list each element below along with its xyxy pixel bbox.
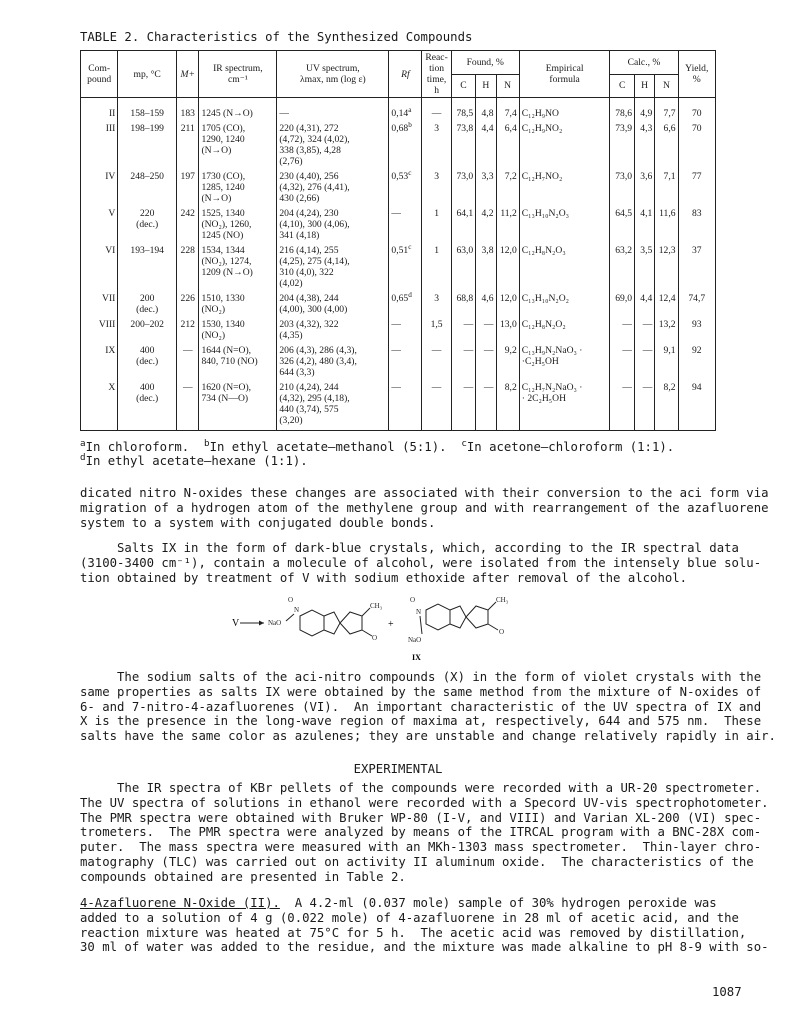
header-uv: UV spectrum, λmax, nm (log ε) (277, 51, 389, 98)
paragraph-3: The sodium salts of the aci-nitro compounds (X) in the form of violet crystals with the same properties as salts IX were obtained by the same method from the mixture of N-oxides of 6- and 7-nitro-4-azafluorenes (VI). An important characteristic of the UV spectra of IX and X is the presence in the long-wave region of maxima at, respectively, 644 and 575 nm. These salts have the same color as azulenes; they are unstable and change relatively rapidly in air. (80, 670, 776, 744)
cell-rf: 0,65$^d$ (389, 291, 422, 317)
header-calc-c: C (610, 74, 635, 98)
cell-found-h: 4,4 (476, 121, 496, 169)
cell-calc-n: 12,3 (655, 243, 678, 291)
table-body (81, 98, 716, 431)
header-calc: Calc., % (610, 51, 678, 75)
cell-compound: IV (81, 169, 118, 206)
cell-calc-c: 73,0 (610, 169, 635, 206)
cell-compound: V (81, 206, 118, 243)
cell-mp: 200 (dec.) (118, 291, 177, 317)
cell-compound: VII (81, 291, 118, 317)
paragraph-4: The IR spectra of KBr pellets of the compounds were recorded with a UR-20 spectrometer. The UV spectra of solutions in ethanol were recorded with a Specord UV-vis spectrophotometer. The PMR spectra were obtained with Bruker WP-80 (I-V, and VIII) and Varian XL-200 (VI) spec- trometers. The PMR spectra were analyzed by means of the ITRCAL program with a BNC-28X com- puter. The mass spectra were measured with an MKh-1303 mass spectrometer. Thin-layer chro- matography (TLC) was carried out on activity II aluminum oxide. The characteristics of the compounds obtained are presented in Table 2. (80, 781, 769, 884)
cell-ir: 1534, 1344 (NO₂), 1274, 1209 (N→O) (199, 243, 277, 291)
paragraph-5-body: A 4.2-ml (0.037 mole) sample of 30% hydrogen peroxide was added to a solution of 4 g (0.022 mole) of 4-azafluorene in 28 ml of acetic acid, and the reaction mixture was heated at 75°C for 5 h. The acetic acid was removed by distillation, 30 ml of water was added to the residue, and the mixture was made alkaline to pH 8-9 with so- (80, 896, 769, 955)
cell-calc-n: 7,7 (655, 98, 678, 122)
cell-found-n: 11,2 (496, 206, 519, 243)
cell-found-c: 63,0 (451, 243, 476, 291)
na-right: NaO (408, 636, 422, 644)
o-left: O (372, 634, 378, 642)
table-row (81, 243, 716, 291)
cell-calc-n: 13,2 (655, 317, 678, 343)
cell-calc-c: 78,6 (610, 98, 635, 122)
cell-mplus: 183 (177, 98, 199, 122)
header-yield: Yield, % (678, 51, 715, 98)
cell-found-n: 12,0 (496, 243, 519, 291)
cell-mplus: 211 (177, 121, 199, 169)
cell-ir: 1530, 1340 (NO₂) (199, 317, 277, 343)
cell-rf: 0,68$^b$ (389, 121, 422, 169)
cell-rf: — (389, 380, 422, 431)
cell-yield: 74,7 (678, 291, 715, 317)
cell-rf: — (389, 206, 422, 243)
cell-yield: 92 (678, 343, 715, 380)
cell-uv: 210 (4,24), 244 (4,32), 295 (4,18), 440 (3,74), 575 (3,20) (277, 380, 389, 431)
cell-mp: 220 (dec.) (118, 206, 177, 243)
cell-calc-c: — (610, 380, 635, 431)
header-mplus: M+ (177, 51, 199, 98)
cell-reaction-time: — (422, 98, 451, 122)
cell-mp: 200–202 (118, 317, 177, 343)
cell-uv: 216 (4,14), 255 (4,25), 275 (4,14), 310 (4,0), 322 (4,02) (277, 243, 389, 291)
paragraph-5 (80, 896, 769, 955)
table-row (81, 343, 716, 380)
cell-rf: — (389, 317, 422, 343)
cell-formula: C₁₃H₉N₂NaO₃ · ·C₂H₅OH (519, 343, 610, 380)
header-found: Found, % (451, 51, 519, 75)
cell-calc-n: 7,1 (655, 169, 678, 206)
cell-yield: 37 (678, 243, 715, 291)
cell-mp: 193–194 (118, 243, 177, 291)
paragraph-1: dicated nitro N-oxides these changes are associated with their conversion to the aci form via migration of a hydrogen atom of the methylene group and with rearrangement of the azafluorene system to a system with conjugated double bonds. (80, 486, 769, 530)
cell-uv: 203 (4,32), 322 (4,35) (277, 317, 389, 343)
cell-yield: 77 (678, 169, 715, 206)
footnote-line-2: $^d$In ethyl acetate—hexane (1:1). (80, 451, 308, 468)
cell-yield: 70 (678, 121, 715, 169)
rf-footnote-mark: d (408, 290, 412, 299)
rf-footnote-mark: c (408, 168, 412, 177)
cell-found-n: 8,2 (496, 380, 519, 431)
cell-ir: 1620 (N=O), 734 (N—O) (199, 380, 277, 431)
cell-found-c: 64,1 (451, 206, 476, 243)
cell-mplus: 242 (177, 206, 199, 243)
cell-compound: VI (81, 243, 118, 291)
table-row (81, 380, 716, 431)
cell-compound: VIII (81, 317, 118, 343)
cell-formula: C₁₂H₉NO (519, 98, 610, 122)
cell-calc-c: 64,5 (610, 206, 635, 243)
cell-reaction-time: 1,5 (422, 317, 451, 343)
cell-calc-c: 69,0 (610, 291, 635, 317)
header-found-n: N (496, 74, 519, 98)
cell-rf: 0,14$^a$ (389, 98, 422, 122)
header-rf: Rf (389, 51, 422, 98)
cell-uv: 220 (4,31), 272 (4,72), 324 (4,02), 338 (3,85), 4,28 (2,76) (277, 121, 389, 169)
rf-footnote-mark: b (408, 120, 412, 129)
cell-found-c: — (451, 343, 476, 380)
cell-ir: 1245 (N→O) (199, 98, 277, 122)
cell-found-n: 9,2 (496, 343, 519, 380)
cell-ir: 1705 (CO), 1290, 1240 (N→O) (199, 121, 277, 169)
cell-calc-h: — (635, 380, 655, 431)
cell-found-h: 3,3 (476, 169, 496, 206)
cell-found-n: 6,4 (496, 121, 519, 169)
cell-reaction-time: 1 (422, 243, 451, 291)
cell-yield: 70 (678, 98, 715, 122)
o-minus-right: O (410, 596, 416, 604)
section-heading: EXPERIMENTAL (353, 762, 443, 776)
header-found-c: C (451, 74, 476, 98)
cell-found-n: 12,0 (496, 291, 519, 317)
cell-calc-c: — (610, 317, 635, 343)
cell-found-h: 4,6 (476, 291, 496, 317)
table-row (81, 291, 716, 317)
cell-found-c: 68,8 (451, 291, 476, 317)
cell-reaction-time: 1 (422, 206, 451, 243)
cell-mp: 158–159 (118, 98, 177, 122)
reactant-label: V (232, 618, 240, 629)
cell-mplus: 226 (177, 291, 199, 317)
cell-reaction-time: — (422, 380, 451, 431)
cell-compound: IX (81, 343, 118, 380)
cell-mplus: 228 (177, 243, 199, 291)
cell-calc-n: 6,6 (655, 121, 678, 169)
cell-rf: 0,53$^c$ (389, 169, 422, 206)
cell-calc-n: 12,4 (655, 291, 678, 317)
ch3-right: CH₃ (496, 596, 509, 604)
table-footnotes (80, 437, 675, 468)
paragraph-5-title: 4-Azafluorene N-Oxide (II). (80, 896, 280, 910)
cell-ir: 1510, 1330 (NO₂) (199, 291, 277, 317)
cell-yield: 83 (678, 206, 715, 243)
cell-found-c: 73,0 (451, 169, 476, 206)
cell-yield: 93 (678, 317, 715, 343)
rf-footnote-mark: c (408, 242, 412, 251)
header-found-h: H (476, 74, 496, 98)
rf-footnote-mark: a (408, 105, 412, 114)
cell-found-h: — (476, 343, 496, 380)
cell-calc-h: 3,6 (635, 169, 655, 206)
structure-left (268, 596, 383, 642)
cell-found-c: — (451, 380, 476, 431)
cell-calc-h: 4,1 (635, 206, 655, 243)
cell-formula: C₁₂H₈N₂O₂ (519, 317, 610, 343)
cell-calc-h: — (635, 317, 655, 343)
cell-calc-n: 8,2 (655, 380, 678, 431)
cell-formula: C₁₃H₁₀N₂O₂ (519, 291, 610, 317)
cell-formula: C₁₂H₈N₂O₃ (519, 243, 610, 291)
table-row (81, 169, 716, 206)
cell-found-n: 7,4 (496, 98, 519, 122)
cell-formula: C₁₂H₇NO₂ (519, 169, 610, 206)
paragraph-2: Salts IX in the form of dark-blue crystals, which, according to the IR spectral data (3100-3400 cm⁻¹), contain a molecule of alcohol, were isolated from the intensely blue solu- tion obtained by treatment of V with sodium ethoxide after removal of the alcohol. (80, 541, 762, 585)
cell-reaction-time: — (422, 343, 451, 380)
n-plus-left: N (294, 606, 300, 614)
footnote-line-1: $^a$In chloroform. $^b$In ethyl acetate—methanol (5:1). $^c$In acetone—chloroform (1:1). (80, 437, 675, 454)
cell-yield: 94 (678, 380, 715, 431)
cell-calc-n: 9,1 (655, 343, 678, 380)
compound-label-ix: IX (412, 653, 421, 662)
cell-ir: 1644 (N=O), 840, 710 (NO) (199, 343, 277, 380)
cell-uv: 204 (4,38), 244 (4,00), 300 (4,00) (277, 291, 389, 317)
page-number: 1087 (712, 985, 742, 999)
n-plus-right: N (416, 608, 422, 616)
header-ir: IR spectrum, cm⁻¹ (199, 51, 277, 98)
cell-calc-h: 4,4 (635, 291, 655, 317)
cell-uv: 206 (4,3), 286 (4,3), 326 (4,2), 480 (3,4), 644 (3,3) (277, 343, 389, 380)
cell-mp: 400 (dec.) (118, 343, 177, 380)
cell-mplus: 212 (177, 317, 199, 343)
cell-calc-h: — (635, 343, 655, 380)
table-row (81, 317, 716, 343)
cell-reaction-time: 3 (422, 169, 451, 206)
cell-formula: C₁₂H₉NO₂ (519, 121, 610, 169)
structure-right (408, 596, 509, 644)
cell-formula: C₁₂H₇N₂NaO₃ · · 2C₂H₅OH (519, 380, 610, 431)
header-compound: Com- pound (81, 51, 118, 98)
cell-found-c: — (451, 317, 476, 343)
cell-uv: — (277, 98, 389, 122)
cell-compound: III (81, 121, 118, 169)
header-calc-n: N (655, 74, 678, 98)
o-right: O (499, 628, 505, 636)
cell-calc-h: 4,9 (635, 98, 655, 122)
cell-ir: 1730 (CO), 1285, 1240 (N→O) (199, 169, 277, 206)
table-row (81, 121, 716, 169)
cell-found-c: 73,8 (451, 121, 476, 169)
cell-rf: 0,51$^c$ (389, 243, 422, 291)
cell-mplus: — (177, 380, 199, 431)
cell-calc-n: 11,6 (655, 206, 678, 243)
ch3-left: CH₃ (370, 602, 383, 610)
cell-found-h: — (476, 380, 496, 431)
cell-calc-c: — (610, 343, 635, 380)
cell-compound: X (81, 380, 118, 431)
cell-found-h: — (476, 317, 496, 343)
table-row (81, 98, 716, 122)
reaction-scheme (220, 590, 540, 665)
cell-mplus: 197 (177, 169, 199, 206)
cell-mp: 400 (dec.) (118, 380, 177, 431)
cell-mp: 198–199 (118, 121, 177, 169)
cell-found-c: 78,5 (451, 98, 476, 122)
compounds-table (80, 50, 716, 431)
table-row (81, 206, 716, 243)
cell-calc-c: 63,2 (610, 243, 635, 291)
characteristics-table (80, 50, 716, 431)
cell-mp: 248–250 (118, 169, 177, 206)
header-formula: Empirical formula (519, 51, 610, 98)
o-minus-left: O (288, 596, 294, 604)
cell-compound: II (81, 98, 118, 122)
cell-calc-h: 3,5 (635, 243, 655, 291)
cell-found-h: 4,8 (476, 98, 496, 122)
cell-uv: 204 (4,24), 230 (4,10), 300 (4,06), 341 (4,18) (277, 206, 389, 243)
cell-found-n: 7,2 (496, 169, 519, 206)
plus-sign: + (388, 619, 394, 630)
cell-uv: 230 (4,40), 256 (4,32), 276 (4,41), 430 (2,66) (277, 169, 389, 206)
cell-rf: — (389, 343, 422, 380)
cell-formula: C₁₃H₁₀N₂O₃ (519, 206, 610, 243)
cell-ir: 1525, 1340 (NO₂), 1260, 1245 (NO) (199, 206, 277, 243)
cell-reaction-time: 3 (422, 291, 451, 317)
cell-calc-c: 73,9 (610, 121, 635, 169)
table-caption: TABLE 2. Characteristics of the Synthesized Compounds (80, 30, 473, 44)
cell-reaction-time: 3 (422, 121, 451, 169)
cell-calc-h: 4,3 (635, 121, 655, 169)
cell-found-h: 4,2 (476, 206, 496, 243)
cell-found-h: 3,8 (476, 243, 496, 291)
header-mp: mp, °C (118, 51, 177, 98)
na-left: NaO (268, 619, 282, 627)
header-reaction-time: Reac- tion time, h (422, 51, 451, 98)
header-calc-h: H (635, 74, 655, 98)
cell-mplus: — (177, 343, 199, 380)
cell-found-n: 13,0 (496, 317, 519, 343)
arrow-head (259, 621, 264, 626)
